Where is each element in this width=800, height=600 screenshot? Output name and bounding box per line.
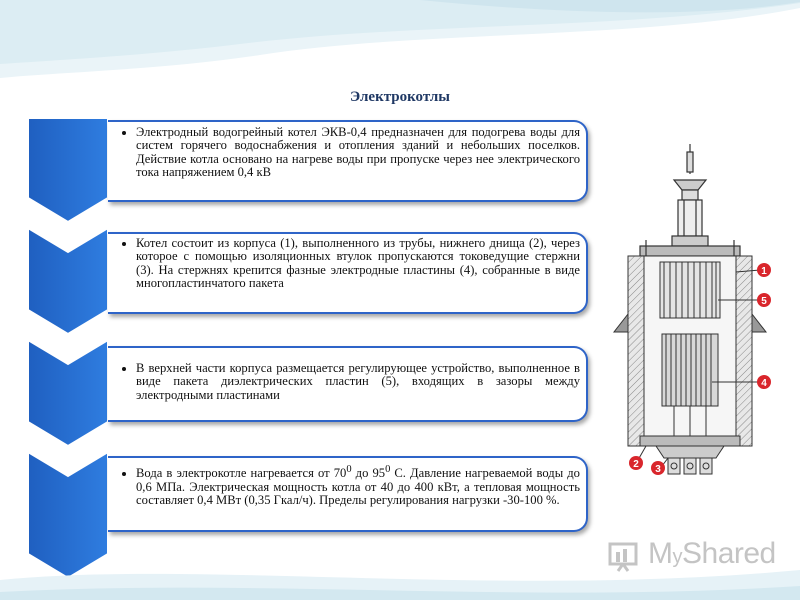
top-wave-decoration (0, 0, 800, 80)
bullet-text-2: • Котел состоит из корпуса (1), выполненного из трубы, нижнего днища (2), через которое с помощью изоляционных втулок пропускаются токоведущие стержни (3). На стержнях крепится фазные электродные пластины (4), собранные в виде многопластинчатого пакета (136, 237, 580, 291)
bullet-4-part-2: до 95 (351, 466, 386, 481)
bullet-text-4 (136, 463, 580, 507)
watermark-middle: y (672, 546, 682, 568)
chevron-2 (28, 228, 108, 334)
callout-5-label: 5 (761, 296, 767, 307)
slide-title: Электрокотлы (350, 89, 450, 105)
myshared-logo-icon (608, 540, 642, 572)
callout-2 (629, 456, 643, 470)
callout-3 (651, 461, 665, 475)
callout-1-label: 1 (761, 266, 767, 277)
callout-2-label: 2 (633, 459, 639, 470)
callout-5 (757, 293, 771, 307)
bullet-text-3: • В верхней части корпуса размещается регулирующее устройство, выполненное в виде пакета диэлектрических пластин (5), входящих в зазоры между электродными пластинами (136, 362, 580, 402)
chevron-1 (28, 118, 108, 222)
bullet-box-1 (108, 120, 588, 202)
bullet-box-3 (108, 346, 588, 422)
callout-1 (757, 263, 771, 277)
callout-4-label: 4 (761, 378, 767, 389)
watermark-rest: Shared (682, 537, 776, 570)
callout-3-label: 3 (655, 464, 661, 475)
watermark-prefix: M (648, 537, 673, 570)
bullet-4-sup-2: 0 (385, 464, 391, 475)
boiler-diagram (612, 144, 788, 488)
bullet-4-part-3: С. Давление нагреваемой воды до 0,6 МПа. Электрическая мощность котла от 40 до 400 кВт, а тепловая мощность составляет 0,4 МВт (0,35 Гкал/ч). Пределы регулирования нагрузки -30-100 %. (136, 466, 580, 507)
chevron-3 (28, 340, 108, 446)
bullet-4-part-1: Вода в электрокотле нагревается от 70 (136, 466, 347, 481)
myshared-watermark (648, 537, 776, 571)
bullet-box-2 (108, 232, 588, 314)
callout-4 (757, 375, 771, 389)
bullet-4-sup-1: 0 (346, 464, 352, 475)
bullet-text-1: • Электродный водогрейный котел ЭКВ-0,4 предназначен для подогрева воды для систем горячего водоснабжения и отопления зданий и небольших поселков. Действие котла основано на нагреве воды при пропуске через нее электрического тока напряжением 0,4 кВ (136, 126, 580, 180)
